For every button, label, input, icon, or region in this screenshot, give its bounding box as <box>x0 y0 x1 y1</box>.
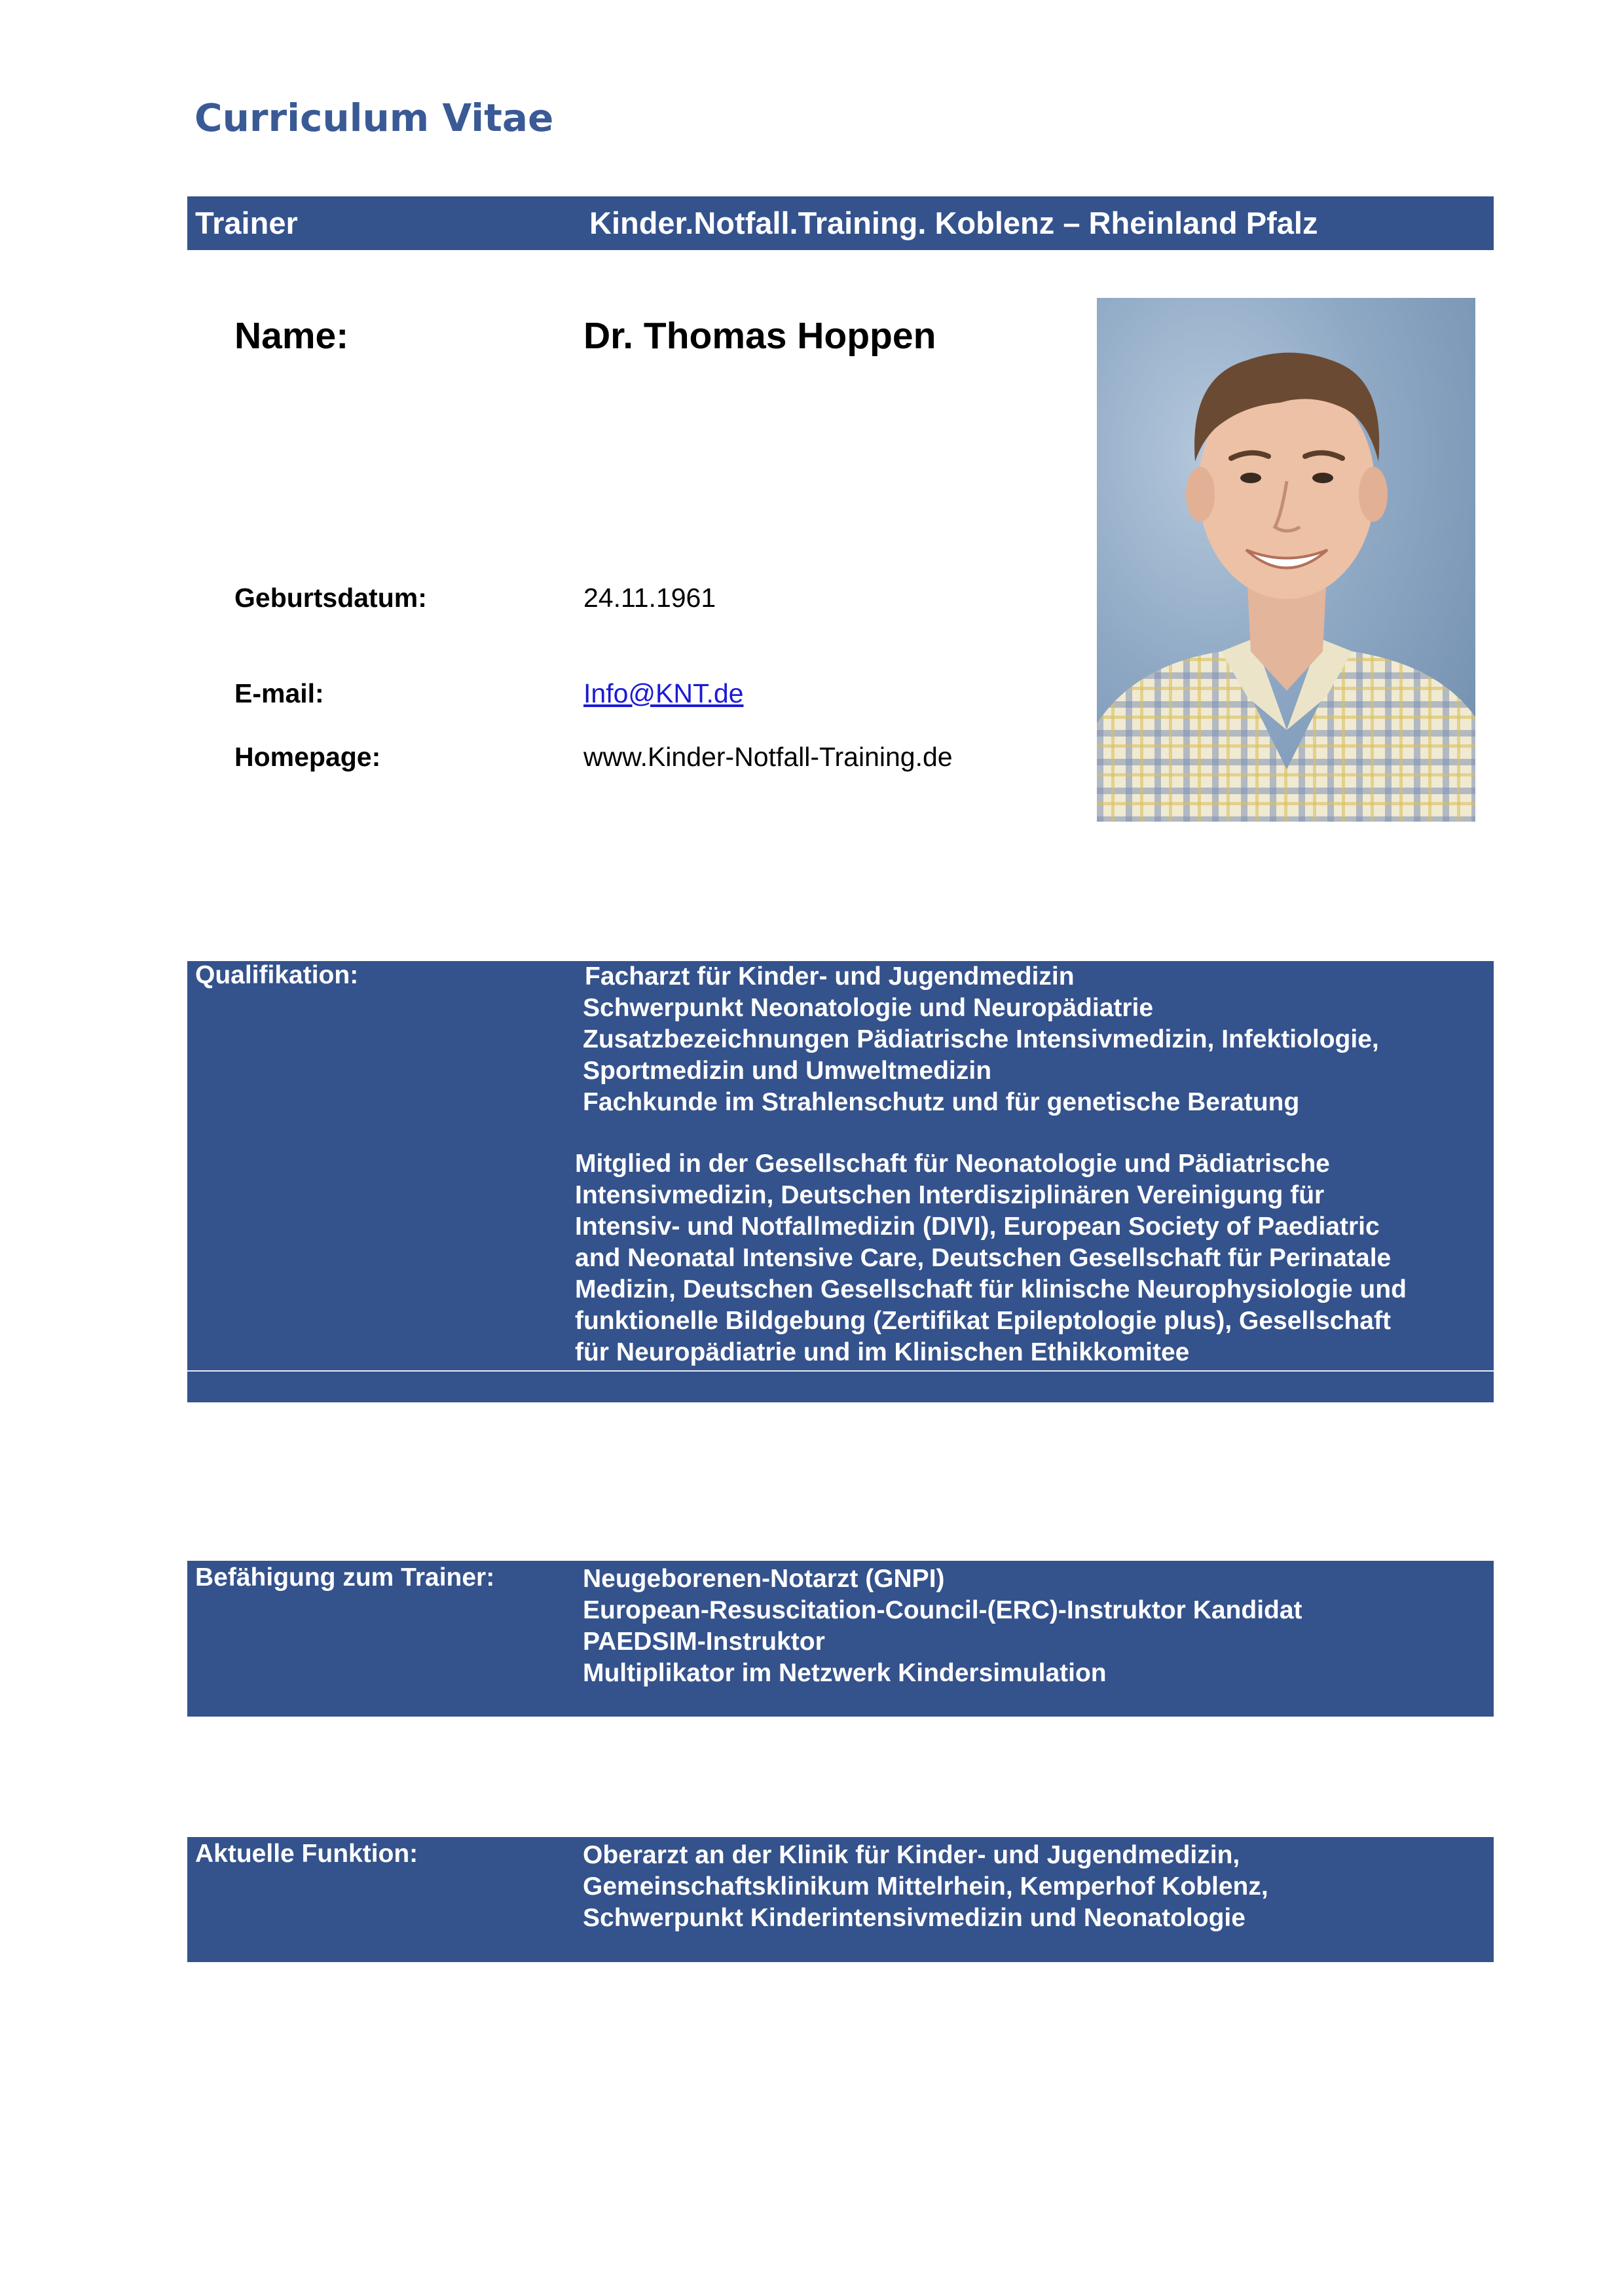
birthdate-label: Geburtsdatum: <box>234 583 427 613</box>
qualification-line: Sportmedizin und Umweltmedizin <box>583 1057 992 1085</box>
email-label: E-mail: <box>234 678 324 708</box>
email-link[interactable]: Info@KNT.de <box>583 678 744 708</box>
name-label: Name: <box>234 315 349 357</box>
membership-line: Medizin, Deutschen Gesellschaft für klinische Neurophysiologie und <box>575 1275 1407 1303</box>
header-organization: Kinder.Notfall.Training. Koblenz – Rheinland Pfalz <box>589 206 1318 240</box>
trainer-qualification-line: European-Resuscitation-Council-(ERC)-Instruktor Kandidat <box>583 1596 1302 1624</box>
trainer-qualification-list <box>583 1563 1302 1689</box>
current-function-label: Aktuelle Funktion: <box>195 1840 418 1868</box>
current-function-section <box>187 1837 1494 1962</box>
header-band <box>187 196 1494 250</box>
current-function-line: Schwerpunkt Kinderintensivmedizin und Neonatologie <box>583 1904 1246 1932</box>
homepage-value: www.Kinder-Notfall-Training.de <box>583 742 953 772</box>
qualification-label: Qualifikation: <box>195 961 359 989</box>
membership-line: Intensiv- und Notfallmedizin (DIVI), European Society of Paediatric <box>575 1212 1380 1241</box>
trainer-qualification-line: Multiplikator im Netzwerk Kindersimulation <box>583 1659 1107 1687</box>
qualification-line: Zusatzbezeichnungen Pädiatrische Intensivmedizin, Infektiologie, <box>583 1025 1379 1053</box>
homepage-label: Homepage: <box>234 742 381 772</box>
membership-line: Intensivmedizin, Deutschen Interdisziplinären Vereinigung für <box>575 1181 1325 1209</box>
membership-line: funktionelle Bildgebung (Zertifikat Epileptologie plus), Gesellschaft <box>575 1307 1391 1335</box>
membership-line: Mitglied in der Gesellschaft für Neonatologie und Pädiatrische <box>575 1150 1330 1178</box>
qualification-footer-band <box>187 1372 1494 1402</box>
qualification-section <box>187 961 1494 1371</box>
birthdate-value: 24.11.1961 <box>583 583 716 613</box>
membership-line: and Neonatal Intensive Care, Deutschen Gesellschaft für Perinatale <box>575 1244 1392 1272</box>
current-function-line: Gemeinschaftsklinikum Mittelrhein, Kemperhof Koblenz, <box>583 1872 1268 1901</box>
qualification-line: Facharzt für Kinder- und Jugendmedizin <box>585 962 1075 991</box>
membership-text <box>575 1148 1407 1368</box>
header-role-label: Trainer <box>195 206 298 240</box>
membership-line: für Neuropädiatrie und im Klinischen Ethikkomitee <box>575 1338 1190 1366</box>
current-function-list <box>583 1840 1268 1934</box>
trainer-qualification-line: Neugeborenen-Notarzt (GNPI) <box>583 1565 945 1593</box>
qualification-line: Schwerpunkt Neonatologie und Neuropädiatrie <box>583 994 1154 1022</box>
trainer-qualification-label: Befähigung zum Trainer: <box>195 1563 495 1592</box>
trainer-qualification-section <box>187 1561 1494 1717</box>
person-name: Dr. Thomas Hoppen <box>583 315 936 357</box>
qualification-list <box>583 961 1379 1118</box>
document-title: Curriculum Vitae <box>194 96 554 140</box>
current-function-line: Oberarzt an der Klinik für Kinder- und Jugendmedizin, <box>583 1841 1240 1869</box>
qualification-line: Fachkunde im Strahlenschutz und für genetische Beratung <box>583 1088 1300 1116</box>
portrait-photo <box>1097 298 1475 822</box>
trainer-qualification-line: PAEDSIM-Instruktor <box>583 1628 825 1656</box>
